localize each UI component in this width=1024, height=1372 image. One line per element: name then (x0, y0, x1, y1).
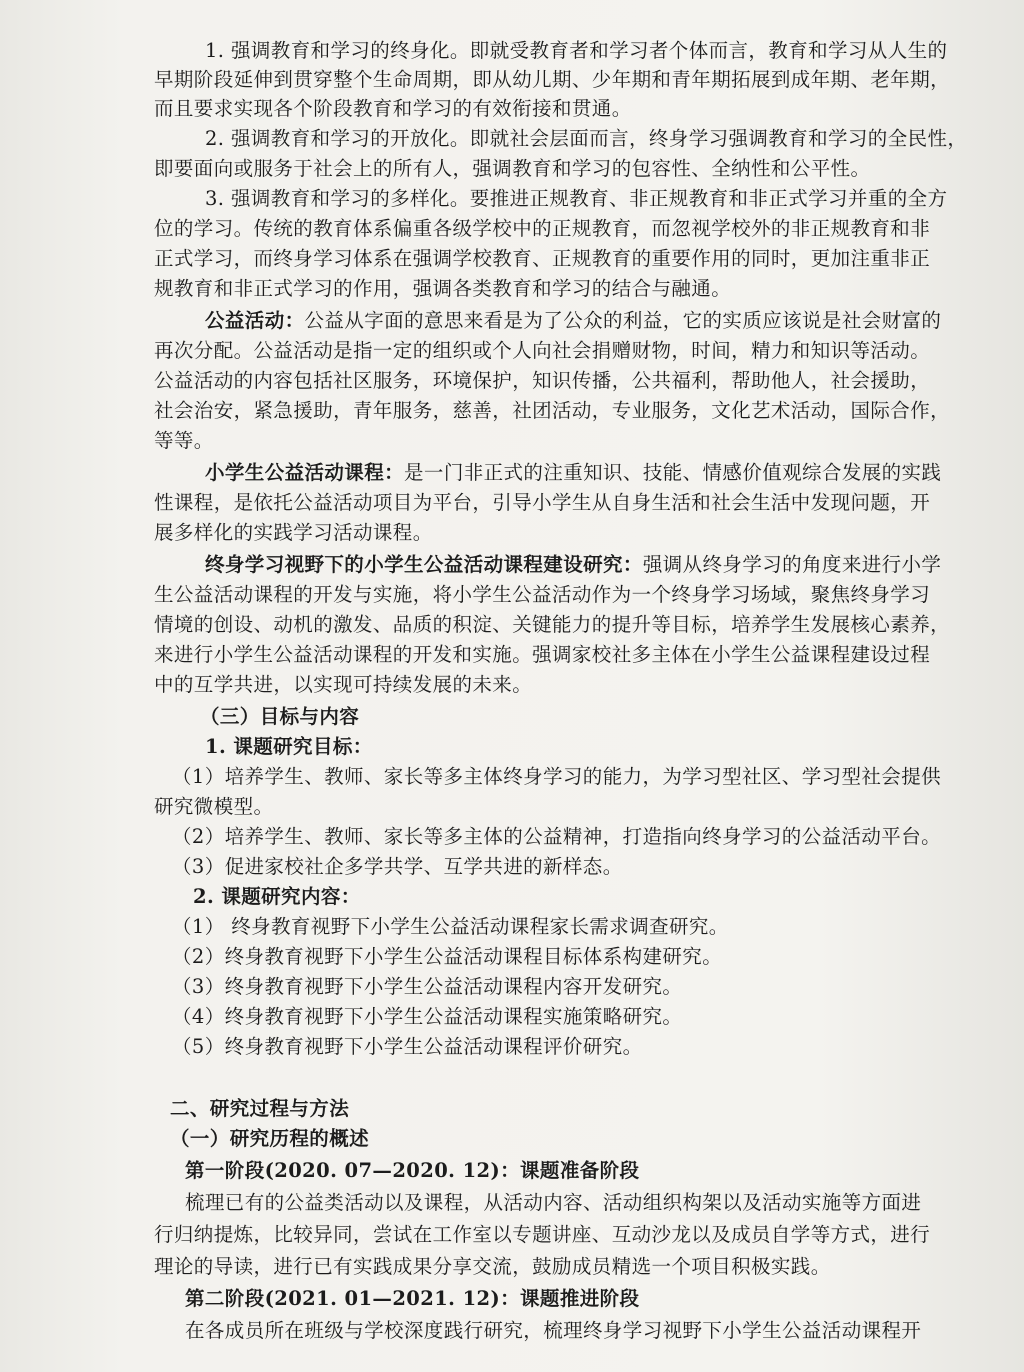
text-line (154, 612, 950, 638)
line-text: 性课程，是依托公益活动项目为平台，引导小学生从自身生活和社会生活中发现问题，开 (154, 491, 931, 514)
text-line (185, 1286, 639, 1312)
text-line (205, 734, 373, 760)
text-line (154, 582, 930, 608)
line-text: （5）终身教育视野下小学生公益活动课程评价研究。 (172, 1035, 643, 1058)
line-text: （3）促进家校社企多学共学、互学共进的新样态。 (172, 855, 623, 878)
bold-term: 第二阶段(2021. 01—2021. 12)：课题推进阶段 (185, 1287, 640, 1310)
text-line (154, 428, 214, 454)
line-text: 行归纳提炼，比较异同，尝试在工作室以专题讲座、互动沙龙以及成员自学等方式，进行 (154, 1223, 931, 1246)
line-text: 强调从终身学习的角度来进行小学 (642, 553, 942, 576)
text-line (172, 914, 729, 940)
line-text: 是一门非正式的注重知识、技能、情感价值观综合发展的实践 (404, 461, 942, 484)
line-text: 2. 强调教育和学习的开放化。即就社会层面而言，终身学习强调教育和学习的全民性， (205, 127, 968, 150)
line-text: 情境的创设、动机的激发、品质的积淀、关键能力的提升等目标，培养学生发展核心素养， (154, 613, 951, 636)
text-line (154, 1222, 930, 1248)
text-line (154, 1254, 831, 1280)
line-text: 梳理已有的公益类活动以及课程，从活动内容、活动组织构架以及活动实施等方面进 (185, 1191, 922, 1214)
line-text: （1）培养学生、教师、家长等多主体终身学习的能力，为学习型社区、学习型社会提供 (172, 765, 942, 788)
line-text: （2）培养学生、教师、家长等多主体的公益精神，打造指向终身学习的公益活动平台。 (172, 825, 942, 848)
text-line (185, 1318, 921, 1344)
line-text: （4）终身教育视野下小学生公益活动课程实施策略研究。 (172, 1005, 683, 1028)
line-text: 再次分配。公益活动是指一定的组织或个人向社会捐赠财物，时间，精力和知识等活动。 (154, 339, 931, 362)
line-text: 1. 强调教育和学习的终身化。即就受教育者和学习者个体而言，教育和学习从人生的 (205, 39, 948, 62)
text-line (154, 520, 433, 546)
bold-term: 终身学习视野下的小学生公益活动课程建设研究： (205, 553, 643, 576)
text-line (172, 1034, 643, 1060)
text-line (154, 794, 273, 820)
bold-term: 二、研究过程与方法 (170, 1097, 350, 1120)
text-line (154, 490, 930, 516)
line-text: 公益活动的内容包括社区服务，环境保护，知识传播，公共福利，帮助他人，社会援助， (154, 369, 931, 392)
bold-term: 2. 课题研究内容： (193, 885, 361, 908)
text-line (154, 276, 731, 302)
text-line (154, 96, 632, 122)
text-line (154, 398, 950, 424)
bold-term: （三）目标与内容 (200, 705, 360, 728)
text-line (205, 38, 947, 64)
text-line (154, 246, 930, 272)
text-line (205, 126, 967, 152)
text-line (172, 764, 941, 790)
line-text: 而且要求实现各个阶段教育和学习的有效衔接和贯通。 (154, 97, 632, 120)
text-line (170, 1126, 369, 1152)
text-line (154, 67, 950, 93)
line-text: 规教育和非正式学习的作用，强调各类教育和学习的结合与融通。 (154, 277, 732, 300)
text-line (172, 854, 623, 880)
line-text: 研究微模型。 (154, 795, 274, 818)
line-text: 早期阶段延伸到贯穿整个生命周期，即从幼儿期、少年期和青年期拓展到成年期、老年期， (154, 68, 951, 91)
line-text: 社会治安，紧急援助，青年服务，慈善，社团活动，专业服务，文化艺术活动，国际合作， (154, 399, 951, 422)
text-line (154, 368, 930, 394)
text-line (200, 704, 359, 730)
line-text: （3）终身教育视野下小学生公益活动课程内容开发研究。 (172, 975, 683, 998)
line-text: 公益从字面的意思来看是为了公众的利益，它的实质应该说是社会财富的 (304, 309, 942, 332)
text-line (154, 642, 930, 668)
line-text: 在各成员所在班级与学校深度践行研究，梳理终身学习视野下小学生公益活动课程开 (185, 1319, 922, 1342)
text-line (172, 1004, 682, 1030)
line-text: 展多样化的实践学习活动课程。 (154, 521, 433, 544)
line-text: 等等。 (154, 429, 214, 452)
bold-term: 公益活动： (205, 309, 305, 332)
text-line (172, 974, 682, 1000)
line-text: （2）终身教育视野下小学生公益活动课程目标体系构建研究。 (172, 945, 723, 968)
text-line (205, 308, 941, 334)
text-line (154, 338, 930, 364)
text-line (185, 1190, 921, 1216)
line-text: 位的学习。传统的教育体系偏重各级学校中的正规教育，而忽视学校外的非正规教育和非 (154, 217, 931, 240)
bold-term: （一）研究历程的概述 (170, 1127, 370, 1150)
line-text: 生公益活动课程的开发与实施，将小学生公益活动作为一个终身学习场域，聚焦终身学习 (154, 583, 931, 606)
text-line (193, 884, 361, 910)
text-line (172, 824, 941, 850)
line-text: 中的互学共进，以实现可持续发展的未来。 (154, 673, 533, 696)
text-line (170, 1096, 349, 1122)
line-text: （1） 终身教育视野下小学生公益活动课程家长需求调查研究。 (172, 915, 729, 938)
line-text: 3. 强调教育和学习的多样化。要推进正规教育、非正规教育和非正式学习并重的全方 (205, 187, 948, 210)
text-line (154, 156, 870, 182)
text-line (172, 944, 722, 970)
line-text: 即要面向或服务于社会上的所有人，强调教育和学习的包容性、全纳性和公平性。 (154, 157, 871, 180)
bold-term: 第一阶段(2020. 07—2020. 12)：课题准备阶段 (185, 1159, 640, 1182)
text-line (185, 1158, 639, 1184)
line-text: 理论的导读，进行已有实践成果分享交流，鼓励成员精选一个项目积极实践。 (154, 1255, 831, 1278)
bold-term: 小学生公益活动课程： (205, 461, 405, 484)
text-line (205, 460, 941, 486)
text-line (205, 552, 941, 578)
text-line (154, 216, 930, 242)
line-text: 来进行小学生公益活动课程的开发和实施。强调家校社多主体在小学生公益课程建设过程 (154, 643, 931, 666)
line-text: 正式学习，而终身学习体系在强调学校教育、正规教育的重要作用的同时，更加注重非正 (154, 247, 931, 270)
text-line (205, 186, 947, 212)
text-line (154, 672, 532, 698)
bold-term: 1. 课题研究目标： (205, 735, 373, 758)
